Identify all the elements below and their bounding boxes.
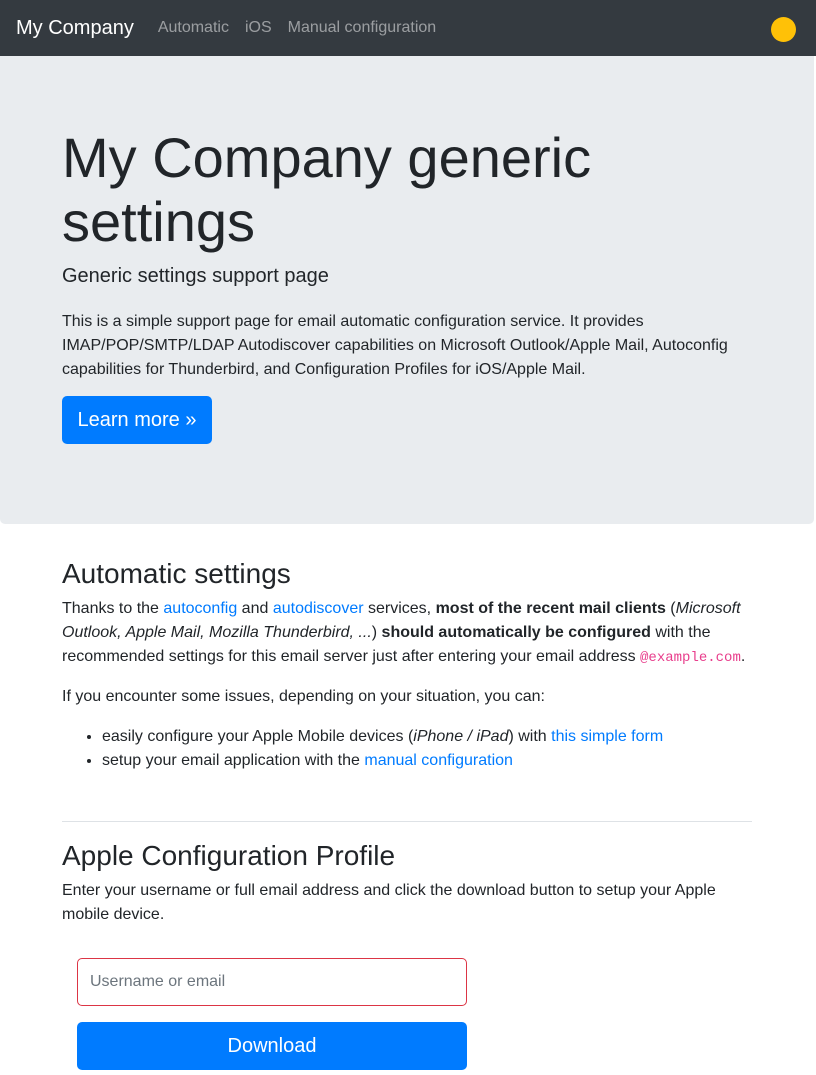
manual-configuration-link[interactable]: manual configuration xyxy=(364,752,513,769)
section-divider xyxy=(62,821,752,822)
text: with the recommended settings for this email server just after entering your email address xyxy=(62,624,711,665)
nav-link-automatic[interactable]: Automatic xyxy=(157,19,229,36)
brand-link[interactable]: My Company xyxy=(16,16,134,39)
download-button[interactable]: Download xyxy=(77,1022,467,1070)
simple-form-link[interactable]: this simple form xyxy=(551,728,664,745)
list-item xyxy=(102,749,752,773)
page-title: My Company generic settings xyxy=(62,126,592,253)
nav-link-manual-configuration[interactable]: Manual configuration xyxy=(287,19,437,36)
italic-text: iPhone / iPad xyxy=(413,728,509,745)
bold-text: should automatically be configured xyxy=(381,624,651,641)
nav-link-ios[interactable]: iOS xyxy=(244,19,272,36)
navbar xyxy=(0,0,816,56)
issues-intro: If you encounter some issues, depending on your situation, you can: xyxy=(62,688,545,705)
list-item xyxy=(102,725,752,749)
email-domain-code: @example.com xyxy=(640,650,741,666)
autodiscover-link[interactable]: autodiscover xyxy=(272,600,364,617)
username-email-input[interactable] xyxy=(77,958,467,1006)
text: Thanks to the xyxy=(62,600,164,617)
learn-more-button[interactable]: Learn more » xyxy=(62,396,212,444)
text: ( xyxy=(665,600,676,617)
text: ) xyxy=(371,624,382,641)
automatic-settings-title: Automatic settings xyxy=(62,558,291,589)
text: ) with xyxy=(508,728,552,745)
automatic-settings-description xyxy=(62,597,752,670)
apple-profile-title: Apple Configuration Profile xyxy=(62,840,396,871)
text: . xyxy=(740,648,746,665)
options-list xyxy=(62,725,752,773)
text: easily configure your Apple Mobile devices ( xyxy=(102,728,414,745)
italic-text: Microsoft Outlook, Apple Mail, Mozilla Thunderbird, ... xyxy=(62,600,741,641)
page-subtitle: Generic settings support page xyxy=(62,265,329,287)
status-indicator-icon xyxy=(771,17,796,42)
text: setup your email application with the xyxy=(102,752,365,769)
apple-profile-description: Enter your username or full email address and click the download button to setup your Apple mobile device. xyxy=(62,882,716,923)
text: services, xyxy=(363,600,436,617)
text: and xyxy=(237,600,273,617)
hero-description: This is a simple support page for email automatic configuration service. It provides IMAP/POP/SMTP/LDAP Autodiscover capabilities on Microsoft Outlook/Apple Mail, Autoconfig capabilities for Thunderbird, and Configuration Profiles for iOS/Apple Mail. xyxy=(62,313,728,378)
autoconfig-link[interactable]: autoconfig xyxy=(163,600,238,617)
bold-text: most of the recent mail clients xyxy=(435,600,666,617)
